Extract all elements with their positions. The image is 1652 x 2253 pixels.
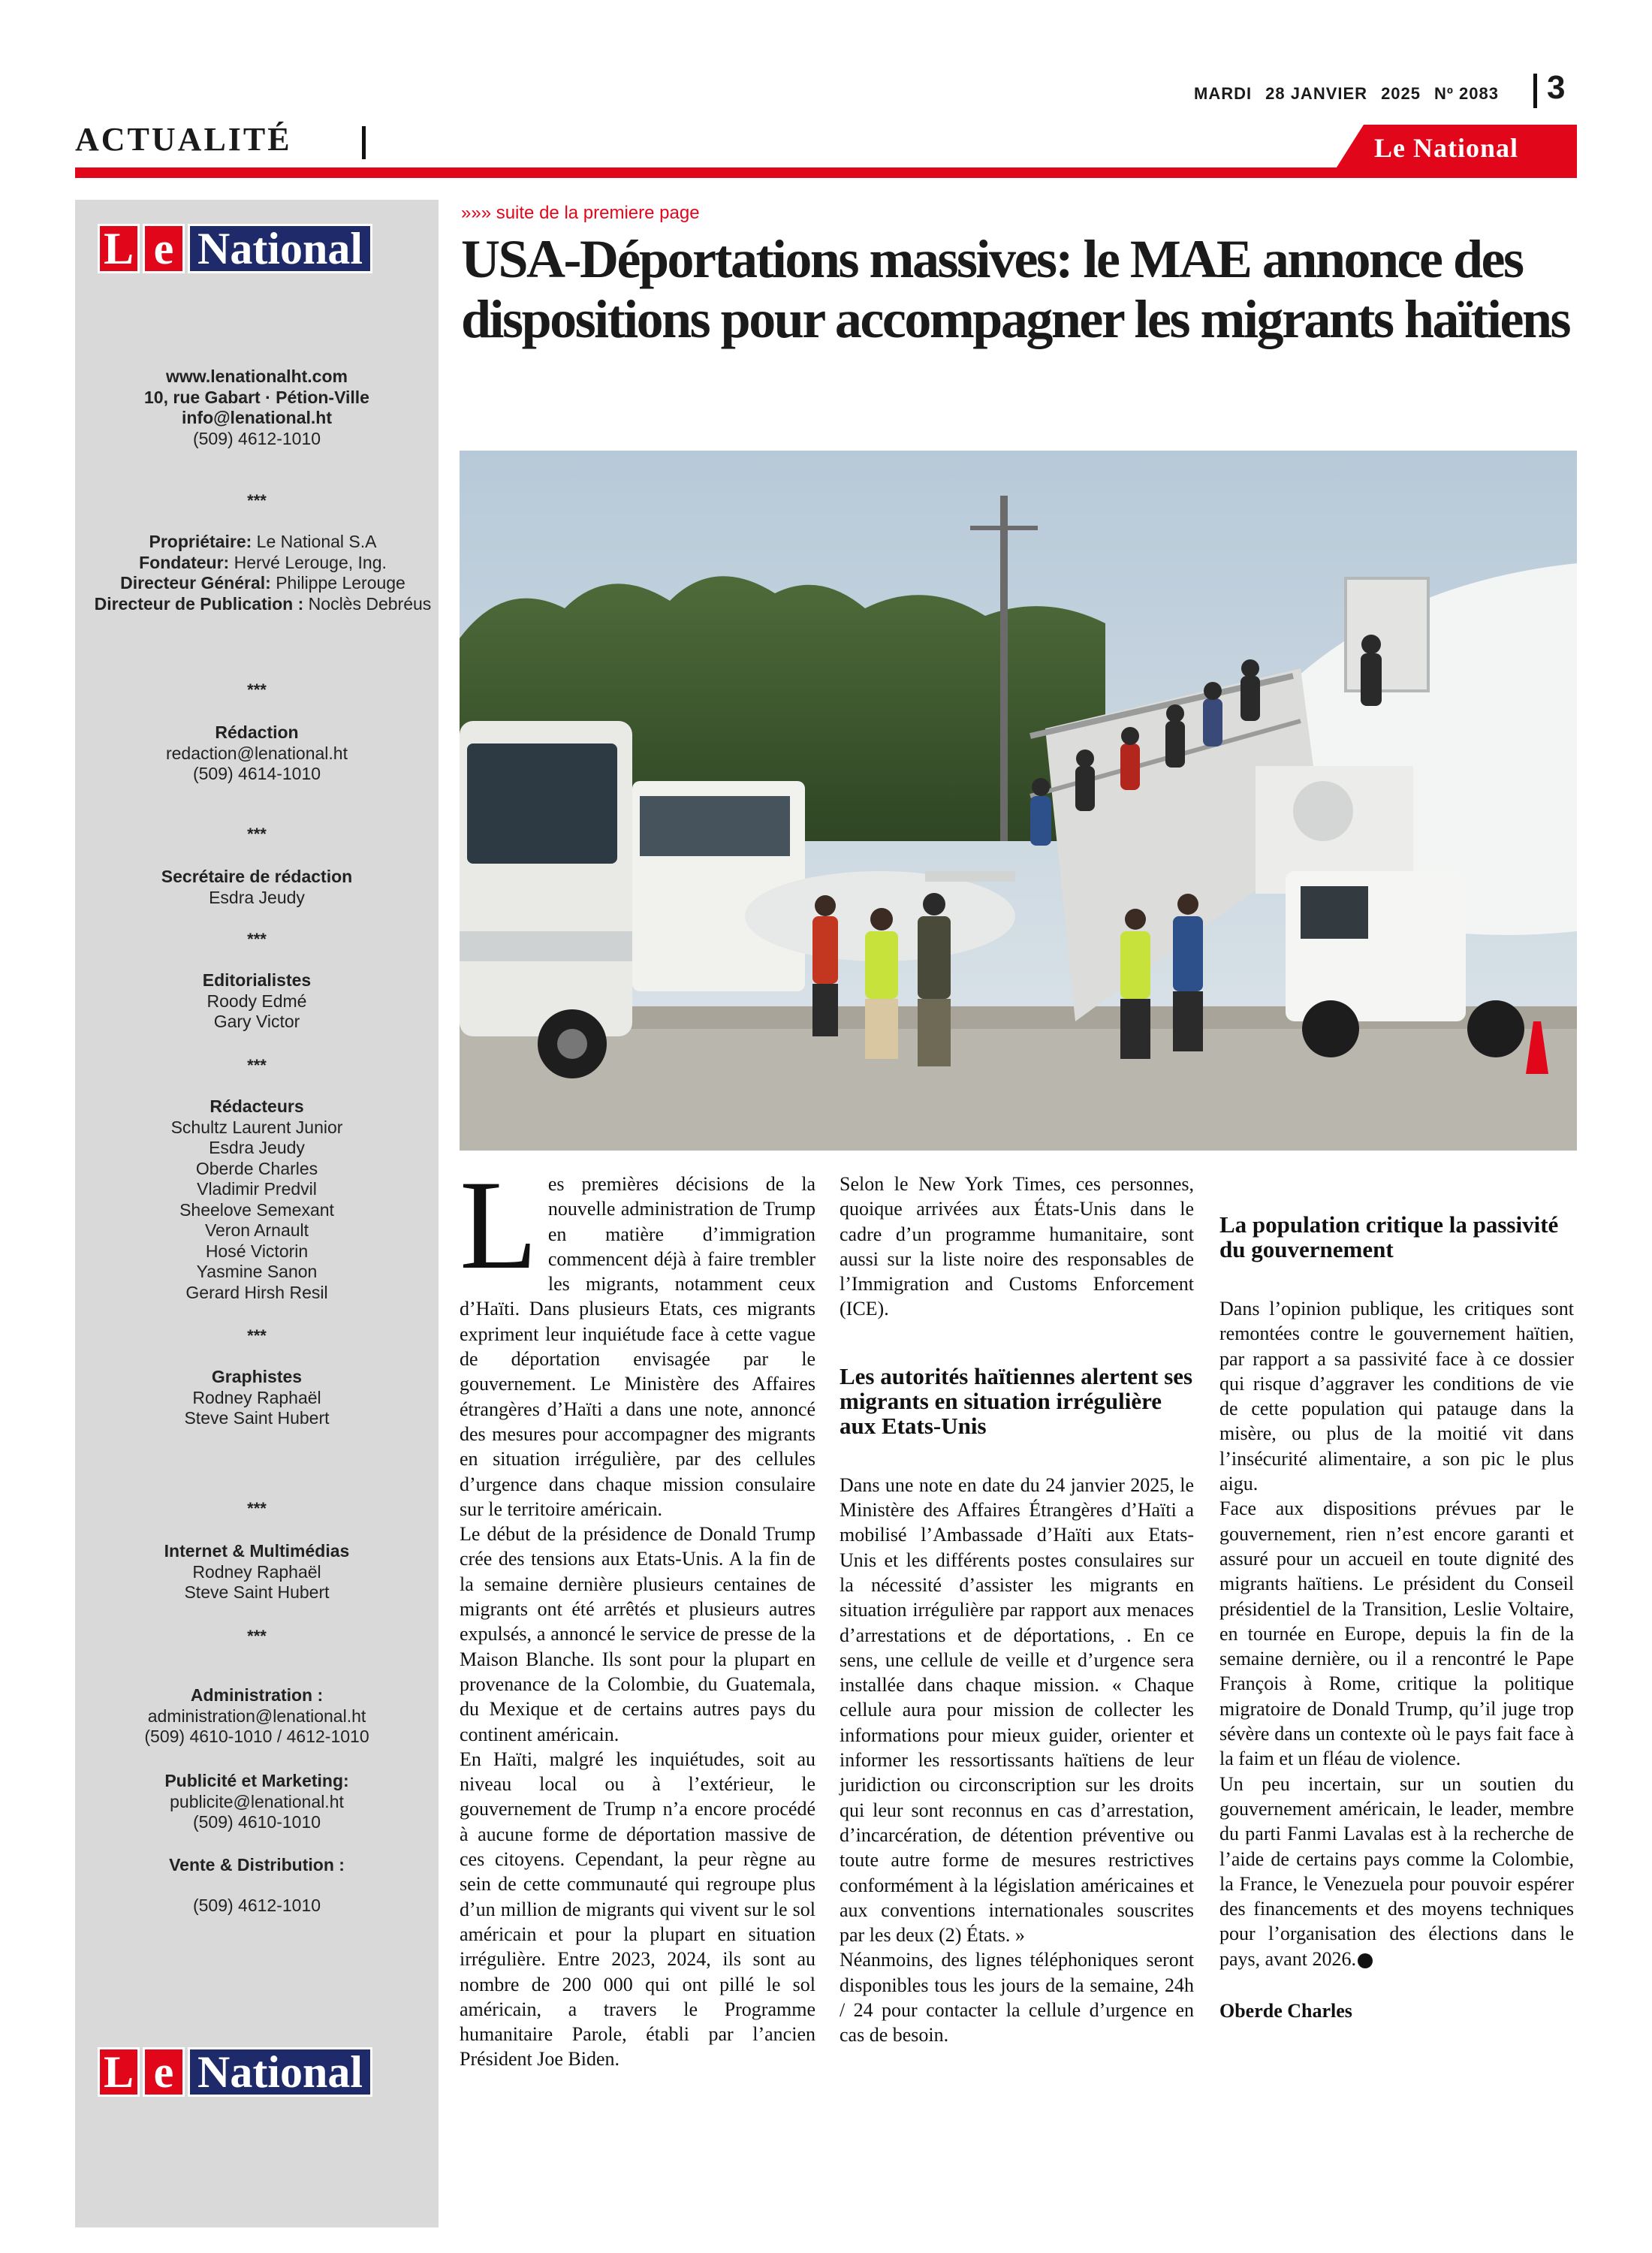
paragraph: En Haïti, malgré les inquiétudes, soit au niveau local ou à l’extérieur, le gouvernement de Trump n’a encore procédé à aucune forme de déportation massive de ces citoyens. Cependant, la peur règne au sein de cette communauté qui regroupe plus d’un million de migrants qui vivent sur le sol américain et pour la plupart en situation irrégulière. Entre 2023, 2024, ils sont au nombre de 200 000 qui ont pillé le sol américain, a travers le Programme humanitaire Parole, établi par l’ancien Président Joe Biden. <box>460 1748 815 2071</box>
article-column-1 <box>460 1154 815 2072</box>
logo-letter-l: L <box>98 2047 140 2097</box>
separator-stars: *** <box>247 930 267 949</box>
vente-title: Vente & Distribution : <box>169 1855 345 1874</box>
end-of-article-icon <box>1358 1953 1373 1968</box>
publisher-label: Directeur de Publication : <box>94 593 304 614</box>
internet-block <box>75 1541 439 1603</box>
publisher-line <box>75 594 451 615</box>
logo-letter-e: e <box>143 224 185 273</box>
redacteur-name: Yasmine Sanon <box>196 1262 318 1281</box>
brand-tab-label: Le National <box>1374 133 1519 163</box>
paragraph: Dans l’opinion publique, les critiques sont remontées contre le gouvernement haïtien, par rapport a sa passivité face à ce dossier qui risque d’aggraver les conditions de vie de cette population qui patauge dans la misère, ou plus de la moitié vit dans l’insécurité alimentaire, a son pic le plus aigu. <box>1219 1298 1574 1495</box>
paragraph: Le début de la présidence de Donald Trump crée des tensions aux Etats-Unis. A la fin de la semaine dernière plusieurs centaines de migrants ont été arrêtés et plusieurs autres expulsés, a annoncé le service de presse de la Maison Blanche. Ils sont pour la plupart en provenance de la Colombie, du Guatemala, du Mexique et de certains autres pays du continent américain. <box>460 1523 815 1745</box>
internet-name: Rodney Raphaël <box>192 1561 321 1582</box>
issue-year: 2025 <box>1381 84 1421 103</box>
redaction-phone: (509) 4614-1010 <box>192 764 321 783</box>
redacteur-name: Hosé Victorin <box>205 1241 309 1261</box>
redacteurs-title: Rédacteurs <box>210 1096 304 1116</box>
paragraph: Selon le New York Times, ces personnes, quoique arrivées aux États-Unis dans le cadre d’un programme humanitaire, sont aussi sur la liste noire des responsables de l’Immigration and Customs Enforcement (ICE). <box>840 1173 1194 1320</box>
administration-title: Administration : <box>190 1685 324 1705</box>
administration-block <box>75 1685 439 1748</box>
website-link[interactable]: www.lenationalht.com <box>166 366 348 386</box>
redaction-email[interactable]: redaction@lenational.ht <box>165 743 348 763</box>
director-label: Directeur Général: <box>120 573 271 593</box>
redacteur-name: Esdra Jeudy <box>209 1138 305 1157</box>
editorialiste-name: Roody Edmé <box>206 991 307 1011</box>
owner-value: Le National S.A <box>256 532 377 551</box>
secretaire-block <box>75 867 439 908</box>
administration-phone: (509) 4610-1010 / 4612-1010 <box>144 1727 369 1746</box>
ownership-block <box>75 532 451 614</box>
graphistes-block <box>75 1367 439 1429</box>
administration-email[interactable]: administration@lenational.ht <box>147 1706 366 1726</box>
redacteur-name: Gerard Hirsh Resil <box>185 1282 328 1302</box>
header-rule <box>75 167 1577 178</box>
separator-stars: *** <box>247 1056 267 1075</box>
separator-stars: *** <box>247 825 267 843</box>
internet-title: Internet & Multimédias <box>164 1541 350 1561</box>
redacteur-name: Sheelove Semexant <box>179 1199 334 1220</box>
founder-label: Fondateur: <box>139 552 230 572</box>
publicite-block <box>75 1771 439 1833</box>
section-title: ACTUALITÉ <box>75 121 292 158</box>
issue-date: 28 JANVIER <box>1265 84 1368 103</box>
issue-day: MARDI <box>1194 84 1253 103</box>
author-byline: Oberde Charles <box>1219 2000 1352 2022</box>
director-value: Philippe Lerouge <box>276 573 405 593</box>
article-column-3 <box>1219 1212 1574 2023</box>
continued-kicker: »»» suite de la premiere page <box>461 203 700 223</box>
paragraph: Néanmoins, des lignes téléphoniques seront disponibles tous les jours de la semaine, 24h / 24 pour contacter la cellule d’urgence en cas de besoin. <box>840 1949 1194 2046</box>
logo-letter-l: L <box>98 224 140 273</box>
page-number: 3 <box>1547 69 1566 106</box>
redaction-title: Rédaction <box>215 722 299 742</box>
founder-line <box>75 553 451 574</box>
secretaire-title: Secrétaire de rédaction <box>161 867 353 886</box>
subheading: Les autorités haïtiennes alertent ses migrants en situation irrégulière aux Etats-Unis <box>840 1362 1193 1439</box>
founder-value: Hervé Lerouge, Ing. <box>234 552 387 572</box>
publisher-value: Noclès Debréus <box>308 593 432 614</box>
internet-name: Steve Saint Hubert <box>184 1582 330 1602</box>
separator-stars: *** <box>247 680 267 699</box>
main-phone: (509) 4612-1010 <box>192 428 321 448</box>
info-email[interactable]: info@lenational.ht <box>181 408 333 427</box>
redacteur-name: Oberde Charles <box>195 1158 318 1178</box>
logo-word-national: National <box>188 2047 372 2097</box>
graphistes-title: Graphistes <box>211 1367 303 1386</box>
issue-info <box>1194 84 1524 104</box>
bottom-logo <box>98 2047 372 2097</box>
issue-number: Nº 2083 <box>1434 84 1499 103</box>
paragraph: es premières décisions de la nouvelle administration de Trump en matière d’immigration commencent déjà à faire trembler les migrants, notamment ceux d’Haïti. Dans plusieurs Etats, ces migrants expriment leur inquiétude face à cette vague de déportation envisagée par le gouvernement. Le Ministère des Affaires étrangères d’Haïti a dans une note, annoncé des mesures pour accompagner des migrants en situation irrégulière, par des cellules d’urgence dans chaque mission consulaire sur le territoire américain. <box>460 1173 815 1520</box>
header-divider <box>1533 74 1537 108</box>
contact-block <box>75 366 439 449</box>
separator-stars: *** <box>247 1627 267 1645</box>
editorialistes-block <box>75 970 439 1033</box>
deportation-photo <box>460 451 1577 1151</box>
logo-letter-e: e <box>143 2047 185 2097</box>
paragraph-final <box>1219 1772 1574 1971</box>
logo-word-national: National <box>188 224 372 273</box>
redacteurs-block <box>75 1096 439 1303</box>
secretaire-name: Esdra Jeudy <box>209 887 305 907</box>
vente-phone: (509) 4612-1010 <box>192 1895 321 1915</box>
masthead-sidebar <box>75 200 439 2227</box>
publicite-email[interactable]: publicite@lenational.ht <box>170 1791 344 1811</box>
paragraph: Face aux dispositions prévues par le gouvernement, rien n’est encore garanti et assuré pour un accueil en toute dignité des migrants haïtiens. Le président du Conseil présidentiel de la Transition, Leslie Voltaire, en tournée en Europe, depuis la fin de la semaine dernière, ou il a rencontré le Pape François à Rome, critique la politique migratoire de Donald Trump, qu’il juge trop sévère dans un contexte où le pays fait face à la faim et un fléau de violence. <box>1219 1497 1574 1770</box>
vente-block <box>75 1855 439 1916</box>
section-divider <box>362 126 366 159</box>
owner-label: Propriétaire: <box>149 532 252 551</box>
publicite-phone: (509) 4610-1010 <box>192 1812 321 1832</box>
separator-stars: *** <box>247 491 267 510</box>
redacteur-name: Veron Arnault <box>204 1220 309 1240</box>
article-headline: USA-Déportations massives: le MAE annonce des dispositions pour accompagner les migrants haïtiens <box>461 229 1570 349</box>
publicite-title: Publicité et Marketing: <box>164 1771 349 1790</box>
editorialistes-title: Editorialistes <box>202 970 312 990</box>
editorialiste-name: Gary Victor <box>213 1012 300 1031</box>
article-column-2 <box>840 1172 1194 2048</box>
top-logo <box>98 224 372 273</box>
redacteur-name: Schultz Laurent Junior <box>170 1117 343 1137</box>
redaction-block <box>75 722 439 785</box>
subheading: La population critique la passivité du gouvernement <box>1219 1211 1559 1262</box>
graphiste-name: Steve Saint Hubert <box>184 1408 330 1428</box>
graphiste-name: Rodney Raphaël <box>192 1387 321 1407</box>
drop-cap: L <box>460 1154 538 1295</box>
separator-stars: *** <box>247 1499 267 1518</box>
director-line <box>75 573 451 594</box>
redacteur-name: Vladimir Predvil <box>197 1179 317 1199</box>
final-text: Un peu incertain, sur un soutien du gouvernement américain, le leader, membre du parti Fanmi Lavalas est à la recherche de l’aide de certains pays comme la Colombie, la France, le Venezuela pour pouvoir espérer des financements et des moyens techniques pour l’organisation des élections dans le pays, avant 2026. <box>1219 1772 1574 1970</box>
paragraph: Dans une note en date du 24 janvier 2025, le Ministère des Affaires Étrangères d’Haïti a mobilisé l’Ambassade d’Haïti aux Etats-Unis et les différents postes consulaires sur la nécessité d’assister les migrants en situation irrégulière par rapport aux menaces d’arrestations et de déportations, . En ce sens, une cellule de veille et d’urgence sera installée dans chaque mission. « Chaque cellule aura pour mission de collecter les informations pour mieux guider, orienter et informer les ressortissants haïtiens de leur juridiction ou circonscription sur les droits qui leur sont reconnus en cas d’arrestation, d’incarcération, de détention préventive ou toute autre forme de mesures restrictives conformément à la législation américaines et aux conventions internationales souscrites par les deux (2) États. » <box>840 1473 1194 1947</box>
separator-stars: *** <box>247 1326 267 1345</box>
airport-tarmac-image <box>460 451 1577 1151</box>
owner-line <box>75 532 451 553</box>
address: 10, rue Gabart · Pétion-Ville <box>144 387 369 407</box>
